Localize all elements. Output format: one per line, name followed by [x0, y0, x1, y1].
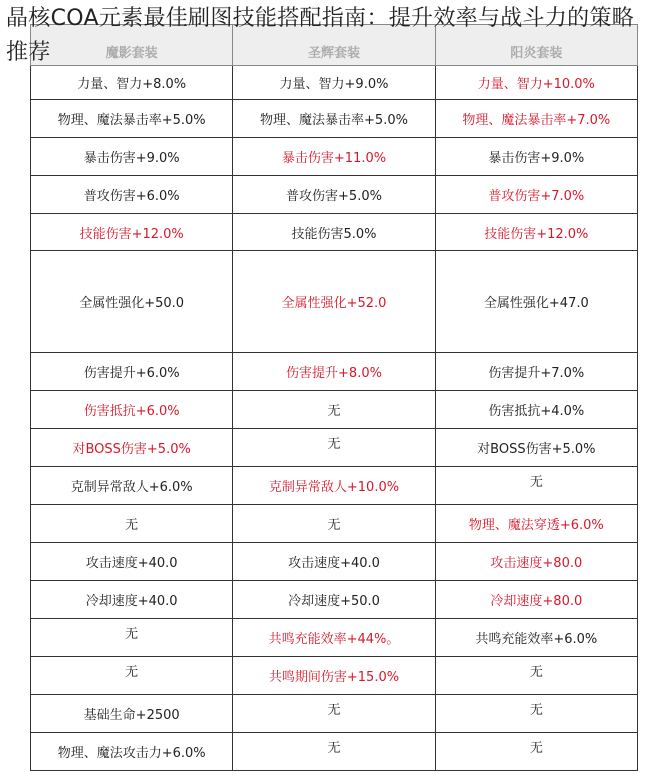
- table-cell: 无: [31, 619, 233, 657]
- table-cell: 共鸣充能效率+6.0%: [435, 619, 637, 657]
- table-body: [31, 66, 638, 771]
- table-row: [31, 391, 638, 429]
- table-row: [31, 214, 638, 251]
- table-cell: 物理、魔法攻击力+6.0%: [31, 733, 233, 771]
- table-cell: 无: [435, 657, 637, 695]
- table-row: [31, 429, 638, 467]
- table-row: [31, 505, 638, 543]
- header-moying-set: 魔影套装: [31, 25, 233, 66]
- table-cell: 无: [435, 733, 637, 771]
- table-cell: 物理、魔法暴击率+7.0%: [435, 100, 637, 138]
- table-cell: 无: [233, 695, 435, 733]
- table-cell: 力量、智力+8.0%: [31, 66, 233, 100]
- header-shenghui-set: 圣辉套装: [233, 25, 435, 66]
- table-row: [31, 581, 638, 619]
- table-cell: 克制异常敌人+10.0%: [233, 467, 435, 505]
- table-cell: 攻击速度+80.0: [435, 543, 637, 581]
- table-cell: 全属性强化+52.0: [233, 251, 435, 353]
- table-cell: 暴击伤害+11.0%: [233, 138, 435, 176]
- table-row: [31, 733, 638, 771]
- table-cell: 伤害提升+7.0%: [435, 353, 637, 391]
- set-comparison-table: [30, 24, 638, 771]
- table-row: [31, 353, 638, 391]
- table-cell: 对BOSS伤害+5.0%: [435, 429, 637, 467]
- table-cell: 攻击速度+40.0: [233, 543, 435, 581]
- table-row: [31, 100, 638, 138]
- table-cell: 全属性强化+47.0: [435, 251, 637, 353]
- table-row: [31, 619, 638, 657]
- table-cell: 共鸣期间伤害+15.0%: [233, 657, 435, 695]
- table-cell: 克制异常敌人+6.0%: [31, 467, 233, 505]
- header-yangyan-set: 阳炎套装: [435, 25, 637, 66]
- table-cell: 冷却速度+40.0: [31, 581, 233, 619]
- table-cell: 伤害抵抗+4.0%: [435, 391, 637, 429]
- table-cell: 普攻伤害+5.0%: [233, 176, 435, 214]
- table-cell: 对BOSS伤害+5.0%: [31, 429, 233, 467]
- table-cell: 冷却速度+50.0: [233, 581, 435, 619]
- table-cell: 暴击伤害+9.0%: [435, 138, 637, 176]
- set-comparison-table-wrapper: [30, 24, 638, 771]
- table-row: [31, 467, 638, 505]
- table-cell: 冷却速度+80.0: [435, 581, 637, 619]
- table-cell: 无: [233, 733, 435, 771]
- table-cell: 技能伤害+12.0%: [31, 214, 233, 251]
- table-cell: 暴击伤害+9.0%: [31, 138, 233, 176]
- table-cell: 技能伤害+12.0%: [435, 214, 637, 251]
- table-row: [31, 176, 638, 214]
- table-cell: 无: [435, 695, 637, 733]
- table-row: [31, 543, 638, 581]
- table-cell: 无: [233, 429, 435, 467]
- table-cell: 无: [233, 391, 435, 429]
- table-cell: 力量、智力+9.0%: [233, 66, 435, 100]
- table-row: [31, 66, 638, 100]
- table-cell: 力量、智力+10.0%: [435, 66, 637, 100]
- table-row: [31, 657, 638, 695]
- table-cell: 物理、魔法暴击率+5.0%: [233, 100, 435, 138]
- table-cell: 共鸣充能效率+44%。: [233, 619, 435, 657]
- table-cell: 普攻伤害+7.0%: [435, 176, 637, 214]
- table-cell: 技能伤害5.0%: [233, 214, 435, 251]
- table-cell: 全属性强化+50.0: [31, 251, 233, 353]
- table-cell: 攻击速度+40.0: [31, 543, 233, 581]
- table-cell: 无: [435, 467, 637, 505]
- table-cell: 无: [31, 657, 233, 695]
- table-row: [31, 695, 638, 733]
- table-cell: 普攻伤害+6.0%: [31, 176, 233, 214]
- table-cell: 基础生命+2500: [31, 695, 233, 733]
- table-cell: 物理、魔法穿透+6.0%: [435, 505, 637, 543]
- table-cell: 伤害抵抗+6.0%: [31, 391, 233, 429]
- table-cell: 伤害提升+6.0%: [31, 353, 233, 391]
- table-cell: 伤害提升+8.0%: [233, 353, 435, 391]
- table-cell: 无: [31, 505, 233, 543]
- table-cell: 物理、魔法暴击率+5.0%: [31, 100, 233, 138]
- page-title: 晶核COA元素最佳刷图技能搭配指南：提升效率与战斗力的策略推荐: [6, 6, 635, 65]
- table-row: [31, 138, 638, 176]
- table-row: [31, 251, 638, 353]
- table-cell: 无: [233, 505, 435, 543]
